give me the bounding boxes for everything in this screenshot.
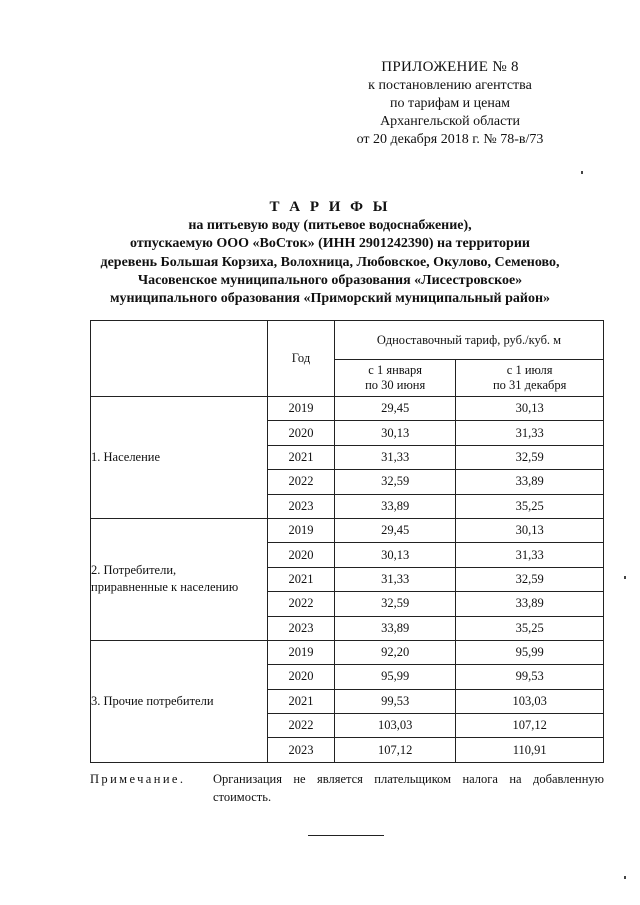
tariff-table	[90, 320, 604, 763]
period-2-line: с 1 июля	[506, 363, 553, 377]
tariff-h2-cell: 33,89	[456, 592, 604, 616]
tariff-h2-cell: 32,59	[456, 445, 604, 469]
tariff-h1-cell: 33,89	[335, 616, 456, 640]
tariff-h2-cell: 32,59	[456, 567, 604, 591]
document-title: Т А Р И Ф Ы	[269, 199, 391, 215]
tariff-h2-cell: 95,99	[456, 640, 604, 664]
category-cell	[91, 640, 268, 762]
heading-line: деревень Большая Корзиха, Волохница, Любовское, Окулово, Семеново,	[100, 254, 560, 270]
scan-speck	[581, 171, 583, 174]
appendix-block	[330, 58, 570, 149]
year-cell: 2020	[268, 543, 335, 567]
heading-line: отпускаемую ООО «ВоСток» (ИНН 2901242390) на территории	[130, 236, 530, 252]
tariff-h2-cell: 30,13	[456, 397, 604, 421]
period-1-header	[335, 360, 456, 397]
tariff-h1-cell: 95,99	[335, 665, 456, 689]
tariff-h1-cell: 32,59	[335, 592, 456, 616]
year-header: Год	[268, 321, 335, 397]
category-header	[91, 321, 268, 397]
year-cell: 2019	[268, 640, 335, 664]
year-cell: 2022	[268, 714, 335, 738]
category-label: приравненные к населению	[91, 580, 239, 595]
note-label: Примечание.	[90, 772, 186, 786]
tariff-h2-cell: 35,25	[456, 494, 604, 518]
heading-line: Часовенское муниципального образования «Лисестровское»	[137, 272, 523, 288]
tariff-h1-cell: 30,13	[335, 421, 456, 445]
tariff-h1-cell: 30,13	[335, 543, 456, 567]
tariff-h1-cell: 103,03	[335, 714, 456, 738]
scan-speck	[624, 576, 626, 579]
tariff-h1-cell: 29,45	[335, 518, 456, 542]
appendix-title: ПРИЛОЖЕНИЕ № 8	[381, 59, 519, 75]
table-row	[91, 397, 604, 421]
tariff-h2-cell: 103,03	[456, 689, 604, 713]
category-cell	[91, 397, 268, 519]
tariff-h1-cell: 33,89	[335, 494, 456, 518]
tariff-h1-cell: 107,12	[335, 738, 456, 762]
year-cell: 2021	[268, 689, 335, 713]
table-row	[91, 518, 604, 542]
tariff-h1-cell: 31,33	[335, 567, 456, 591]
category-label: 2. Потребители,	[91, 563, 177, 578]
year-cell: 2023	[268, 494, 335, 518]
period-2-line: по 31 декабря	[492, 378, 567, 392]
tariff-h2-cell: 31,33	[456, 543, 604, 567]
tariff-h1-cell: 31,33	[335, 445, 456, 469]
tariff-h2-cell: 107,12	[456, 714, 604, 738]
note-text: Организация не является плательщиком налога на добавленную стоимость.	[213, 772, 604, 804]
period-1-line: с 1 января	[368, 363, 423, 377]
heading-line: на питьевую воду (питьевое водоснабжение),	[188, 218, 472, 234]
tariff-h2-cell: 31,33	[456, 421, 604, 445]
year-cell: 2019	[268, 518, 335, 542]
tariff-h2-cell: 30,13	[456, 518, 604, 542]
tariff-h2-cell: 33,89	[456, 470, 604, 494]
tariff-h1-cell: 29,45	[335, 397, 456, 421]
category-label: 1. Население	[91, 449, 161, 464]
period-2-header	[456, 360, 604, 397]
year-cell: 2020	[268, 665, 335, 689]
year-cell: 2019	[268, 397, 335, 421]
tariff-h1-cell: 99,53	[335, 689, 456, 713]
tariff-h1-cell: 92,20	[335, 640, 456, 664]
appendix-line: по тарифам и ценам	[390, 96, 510, 111]
note-block	[90, 770, 604, 806]
tariff-h2-cell: 99,53	[456, 665, 604, 689]
appendix-line: от 20 декабря 2018 г. № 78-в/73	[356, 132, 544, 147]
year-cell: 2021	[268, 567, 335, 591]
heading-line: муниципального образования «Приморский муниципальный район»	[109, 291, 551, 307]
category-cell	[91, 518, 268, 640]
closing-rule	[308, 835, 384, 836]
year-cell: 2020	[268, 421, 335, 445]
year-cell: 2022	[268, 592, 335, 616]
year-cell: 2021	[268, 445, 335, 469]
year-cell: 2023	[268, 616, 335, 640]
appendix-line: к постановлению агентства	[368, 78, 532, 93]
tariff-header: Одноставочный тариф, руб./куб. м	[335, 321, 604, 360]
table-row	[91, 640, 604, 664]
tariff-h2-cell: 110,91	[456, 738, 604, 762]
tariff-h1-cell: 32,59	[335, 470, 456, 494]
document-heading	[60, 198, 600, 308]
year-cell: 2022	[268, 470, 335, 494]
appendix-line: Архангельской области	[380, 114, 520, 129]
category-label: 3. Прочие потребители	[91, 693, 214, 708]
tariff-h2-cell: 35,25	[456, 616, 604, 640]
scan-speck	[624, 876, 626, 879]
period-1-line: по 30 июня	[365, 378, 426, 392]
year-cell: 2023	[268, 738, 335, 762]
